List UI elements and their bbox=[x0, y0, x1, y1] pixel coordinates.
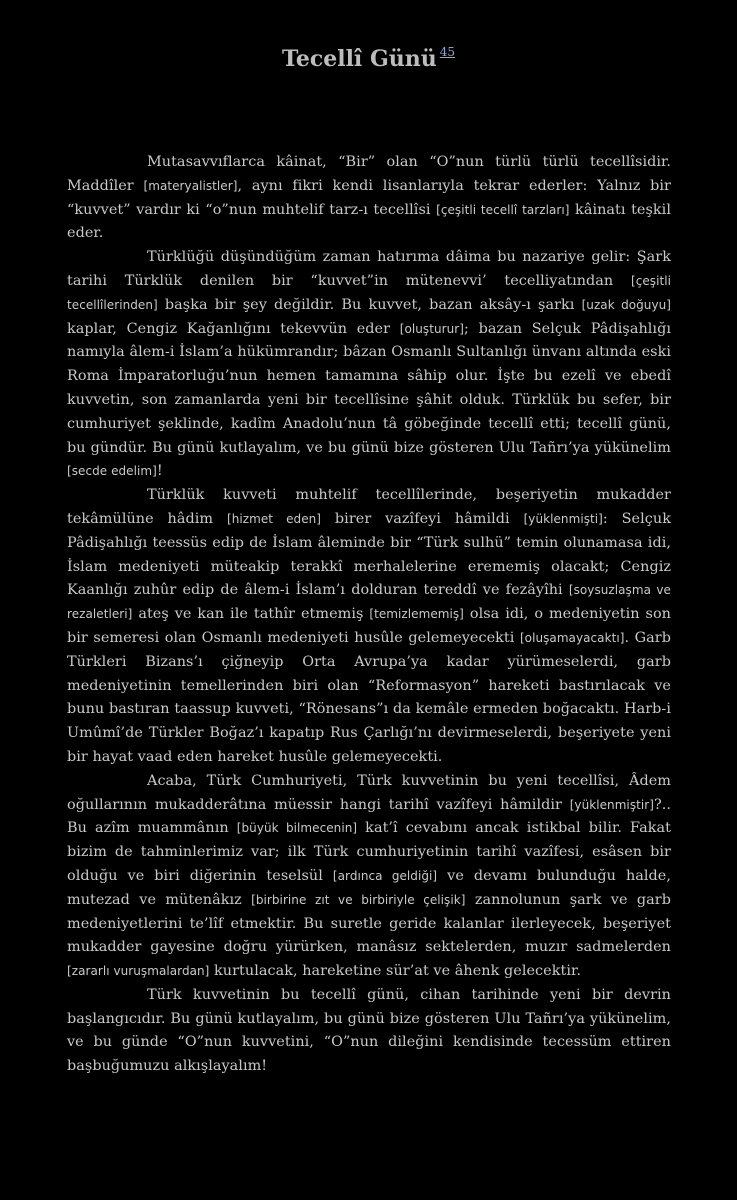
editor-note: [secde edelim] bbox=[67, 464, 157, 479]
text-run: kat’î cevabını ancak istikbal bilir. Fakat bizim de tahminlerimiz var; ilk Türk cumhuriyetinin tarihî vazîfesi, esâsen bir olduğu ve biri diğerinin teselsül bbox=[67, 820, 671, 884]
text-run: . Garb Türkleri Bizans’ı çiğneyip Orta Avrupa’ya kadar yürümeselerdi, garb medeniyetinin temellerinden biri olan “Reformasyon” hareketi bastırılacak ve bunu bastıran taassup kuvveti, “Rönesans”ı da kemâle ermeden boğacaktı. Harb-i Umûmî’de Türkler Boğaz’ı kapatıp Rus Çarlığı’nı devirmeselerdi, beşeriyete yeni bir hayat vaad eden hareket husûle gelemeyecekti. bbox=[67, 629, 671, 765]
page-title bbox=[0, 36, 737, 75]
article-body bbox=[67, 151, 671, 1079]
editor-note: [temizlememiş] bbox=[369, 607, 464, 622]
paragraph-5 bbox=[67, 984, 671, 1079]
editor-note: [materyalistler] bbox=[143, 178, 238, 193]
editor-note: [hizmet eden] bbox=[226, 511, 322, 526]
text-run: başka bir şey değildir. Bu kuvvet, bazan aksây-ı şarkı bbox=[157, 296, 582, 313]
text-run: zannolunun şark ve garb medeniyetlerini te’lîf etmektir. Bu suretle geride kalanlar ilerleyecek, beşeriyet mukadder gayesine doğru yürürken, manâsız sektelerden, muzır sadmelerden bbox=[67, 891, 671, 956]
editor-note: [zararlı vuruşmalardan] bbox=[67, 964, 210, 979]
editor-note: [uzak doğuyu] bbox=[581, 297, 671, 312]
text-run: kaplar, Cengiz Kağanlığını tekevvün eder bbox=[67, 320, 400, 337]
text-run: ?.. Bu azîm muammânın bbox=[67, 796, 671, 837]
text-run: , aynı fikri kendi lisanlarıyla tekrar ederler: Yalnız bir “kuvvet” vardır ki “o”nun muhtelif tarz-ı tecellîsi bbox=[67, 177, 671, 218]
text-run: Mutasavvıflarca kâinat, “Bir” olan “O”nun türlü türlü tecellîsidir. Maddîler bbox=[67, 154, 671, 194]
editor-note: [oluşturur] bbox=[399, 321, 464, 336]
editor-note: [çeşitli tecellî tarzları] bbox=[436, 202, 570, 217]
paragraph-3 bbox=[67, 484, 671, 770]
text-run: Türklüğü düşündüğüm zaman hatırıma dâima bu nazariye gelir: Şark tarihi Türklük denilen bir “kuvvet”in mütenevvi’ tecelliyatından bbox=[67, 249, 671, 289]
editor-note: [büyük bilmecenin] bbox=[236, 821, 358, 836]
text-run: ; bazan Selçuk Pâdişahlığı namıyla âlem-i İslam’a hükümrandır; bâzan Osmanlı Sultanlığı ünvanı altında eski Roma İmparatorluğu’nun hemen tamamına sâhip olur. İşte bu ezelî ve ebedî kuvvetin, son zamanlarda yeni bir tecellîsine şâhit olduk. Türklük bu sefer, bir cumhuriyet şeklinde, kadîm Anadolu’nun tâ göbeğinde tecellî etti; tecellî günü, bu gündür. Bu günü kutlayalım, ve bu günü bize gösteren Ulu Tañrı’ya yükünelim bbox=[67, 320, 671, 456]
editor-note: [oluşamayacaktı] bbox=[519, 630, 625, 645]
paragraph-2 bbox=[67, 246, 671, 484]
title-text: Tecellî Günü bbox=[281, 46, 437, 72]
editor-note: [yüklenmiştir] bbox=[569, 797, 654, 812]
text-run: ateş ve kan ile tathîr etmemiş bbox=[132, 606, 370, 623]
text-run: Türk kuvvetinin bu tecellî günü, cihan tarihinde yeni bir devrin başlangıcıdır. Bu günü kutlayalım, bu günü bize gösteren Ulu Tañrı’ya yükünelim, ve bu günde “O”nun kuvvetini, “O”nun dileğini kendisinde tecessüm ettiren başbuğumuzu alkışlayalım! bbox=[67, 986, 671, 1075]
text-run: Acaba, Türk Cumhuriyeti, Türk kuvvetinin bu yeni tecellîsi, Âdem oğullarının mukadderâtına müessir hangi tarihî vazîfeyi hâmildir bbox=[67, 772, 671, 813]
paragraph-1 bbox=[67, 151, 671, 246]
editor-note: [birbirine zıt ve birbiriyle çelişik] bbox=[251, 892, 466, 907]
text-run: ve devamı bulunduğu halde, mutezad ve mütenâkız bbox=[67, 867, 671, 908]
text-run: Türklük kuvveti muhtelif tecellîlerinde, beşeriyetin mukadder tekâmülüne hâdim bbox=[67, 487, 671, 527]
text-run: kâinatı teşkil eder. bbox=[67, 201, 671, 242]
text-run: ! bbox=[156, 463, 163, 480]
editor-note: [yüklenmişti] bbox=[523, 511, 603, 526]
editor-note: [ardınca geldiği] bbox=[332, 868, 438, 883]
text-run: : Selçuk Pâdişahlığı teessüs edip de İslam âleminde bir “Türk sulhü” temin olunamasa idi, İslam medeniyeti müteakip terakkî merhalelerine erememiş olacakt; Cengiz Kaanlığı zuhûr edip de âlem-i İslam’ı dolduran tereddî ve fezâyîhi bbox=[67, 510, 671, 599]
editor-note: [çeşitli tecellîlerinden] bbox=[67, 273, 671, 312]
paragraph-4 bbox=[67, 770, 671, 984]
text-run: olsa idi, o medeniyetin son bir semeresi olan Osmanlı medeniyeti husûle gelemeyecekti bbox=[67, 606, 671, 646]
footnote-ref-link[interactable]: 45 bbox=[439, 45, 456, 59]
text-run: birer vazîfeyi hâmildi bbox=[321, 510, 524, 527]
text-run: kurtulacak, hareketine sür’at ve âhenk gelecektir. bbox=[209, 963, 581, 980]
editor-note: [soysuzlaşma ve rezaletleri] bbox=[67, 583, 671, 622]
